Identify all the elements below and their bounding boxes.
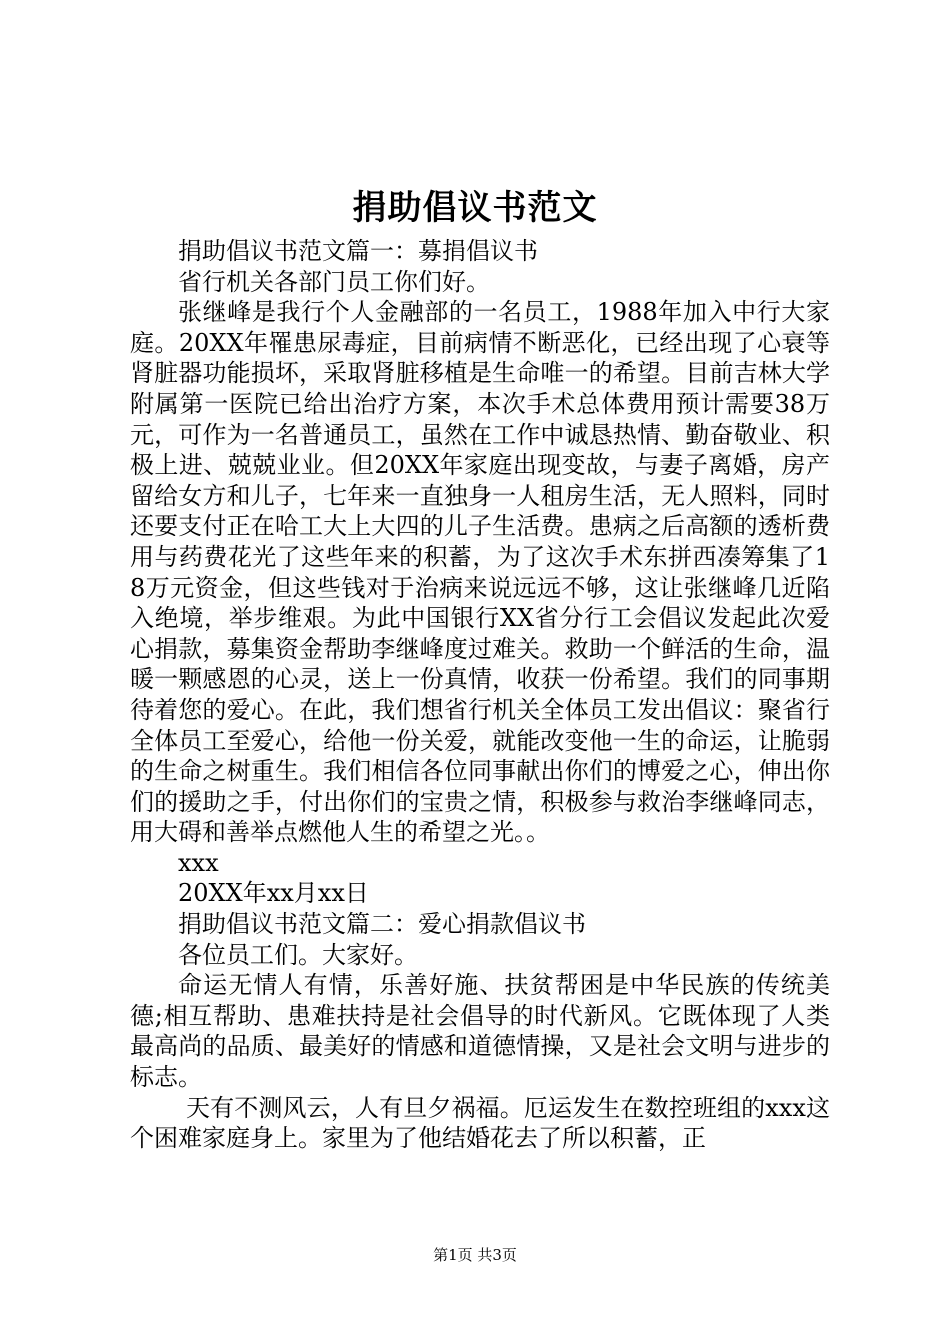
- salutation-2: 各位员工们。大家好。: [178, 940, 418, 969]
- signature: xxx: [178, 848, 219, 877]
- section-heading-1: 捐助倡议书范文篇一：募捐倡议书: [178, 237, 538, 265]
- page-number: 第1页 共3页: [433, 1246, 517, 1264]
- document-body: [130, 236, 830, 1154]
- salutation-1: 省行机关各部门员工你们好。: [178, 267, 490, 296]
- date-line: 20XX年xx月xx日: [178, 879, 369, 908]
- body-paragraph: 天有不测风云，人有旦夕祸福。厄运发生在数控班组的xxx这个困难家庭身上。家里为了他结婚花去了所以积蓄，正: [130, 1093, 830, 1153]
- section-heading-2: 捐助倡议书范文篇二：爱心捐款倡议书: [178, 910, 586, 939]
- body-paragraph: 命运无情人有情，乐善好施、扶贫帮困是中华民族的传统美德;相互帮助、患难扶持是社会倡导的时代新风。它既体现了人类最高尚的品质、最美好的情感和道德情操，又是社会文明与进步的标志。: [130, 971, 830, 1092]
- document-title: 捐助倡议书范文: [352, 188, 598, 228]
- body-paragraph: 张继峰是我行个人金融部的一名员工，1988年加入中行大家庭。20XX年罹患尿毒症，目前病情不断恶化，已经出现了心衰等肾脏器功能损坏，采取肾脏移植是生命唯一的希望。目前吉林大学附属第一医院已给出治疗方案，本次手术总体费用预计需要38万元，可作为一名普通员工，虽然在工作中诚恳热情、勤奋敬业、积极上进、兢兢业业。但20XX年家庭出现变故，与妻子离婚，房产留给女方和儿子，七年来一直独身一人租房生活，无人照料，同时还要支付正在哈工大上大四的儿子生活费。患病之后高额的透析费用与药费花光了这些年来的积蓄，为了这次手术东拼西凑筹集了18万元资金，但这些钱对于治病来说远远不够，这让张继峰几近陷入绝境，举步维艰。为此中国银行XX省分行工会倡议发起此次爱心捐款，募集资金帮助李继峰度过难关。救助一个鲜活的生命，温暖一颗感恩的心灵，送上一份真情，收获一份希望。我们的同事期待着您的爱心。在此，我们想省行机关全体员工发出倡议：聚省行全体员工至爱心，给他一份关爱，就能改变他一生的命运，让脆弱的生命之树重生。我们相信各位同事献出你们的博爱之心，伸出你们的援助之手，付出你们的宝贵之情，积极参与救治李继峰同志，用大碍和善举点燃他人生的希望之光。。: [130, 298, 830, 847]
